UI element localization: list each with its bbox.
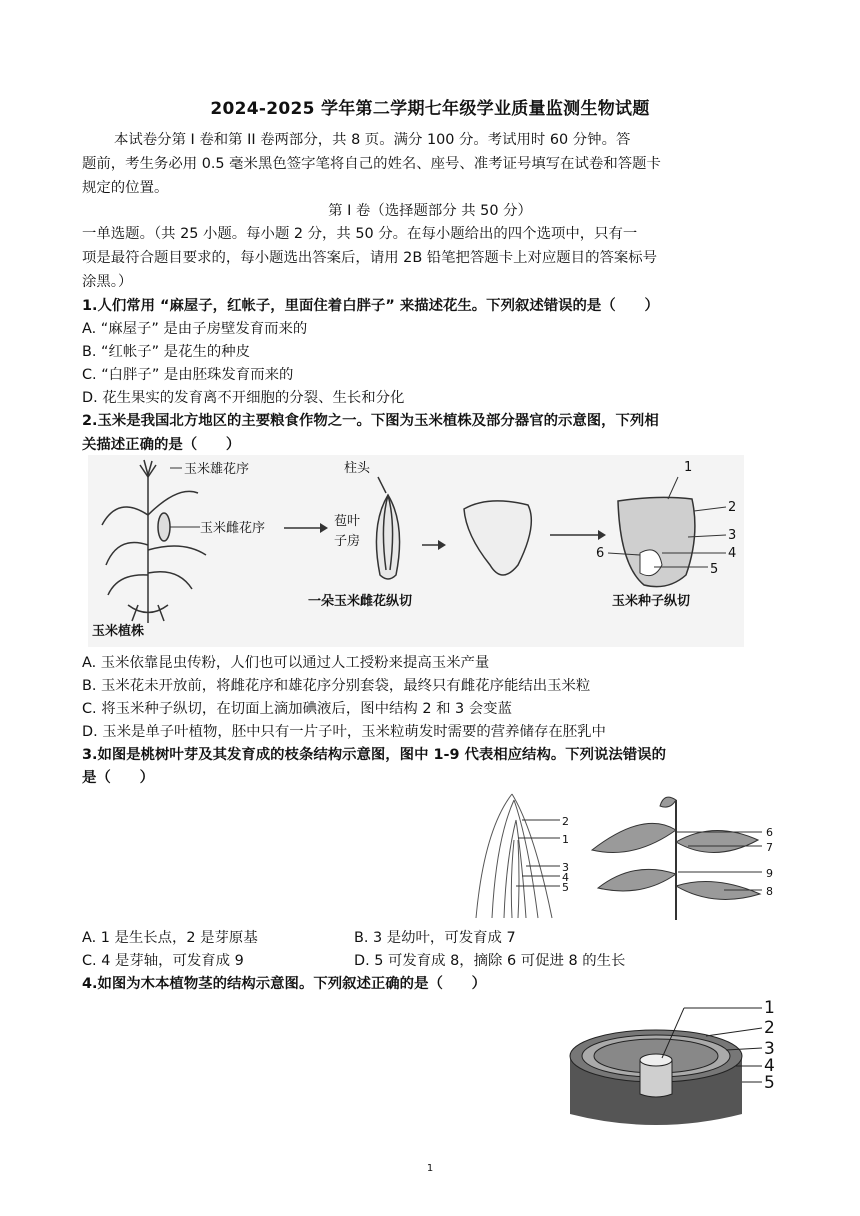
section-instruction-1: 一单选题。（共 25 小题。每小题 2 分，共 50 分。在每小题给出的四个选项中，只有一 (82, 226, 638, 242)
caption-seed-section: 玉米种子纵切 (612, 594, 691, 609)
intro-line-3: 规定的位置。 (82, 180, 169, 196)
section-instruction-3: 涂黑。） (82, 274, 133, 290)
question-2-stem-1: 2.玉米是我国北方地区的主要粮食作物之一。下图为玉米植株及部分器官的示意图，下列相 (82, 413, 659, 429)
intro-line-1: 本试卷分第 Ⅰ 卷和第 II 卷两部分，共 8 页。满分 100 分。考试用时 60 分钟。答 (114, 132, 631, 148)
question-3-option-c: C. 4 是芽轴，可发育成 9 (82, 953, 244, 969)
page-title: 2024-2025 学年第二学期七年级学业质量监测生物试题 (210, 99, 650, 119)
stem-label-4: 4 (764, 1056, 775, 1076)
section-heading: 第 Ⅰ 卷（选择题部分 共 50 分） (328, 203, 532, 219)
question-2-option-a: A. 玉米依靠昆虫传粉，人们也可以通过人工授粉来提高玉米产量 (82, 655, 490, 671)
question-1-option-b: B. “红帐子” 是花生的种皮 (82, 344, 251, 360)
stem-cross-section-illustration (570, 1030, 742, 1125)
seed-label-4: 4 (728, 546, 737, 561)
question-1-option-d: D. 花生果实的发育离不开细胞的分裂、生长和分化 (82, 390, 405, 406)
question-2-option-b: B. 玉米花未开放前，将雌花序和雄花序分别套袋，最终只有雌花序能结出玉米粒 (82, 678, 591, 694)
page-number: 1 (426, 1163, 434, 1174)
stem-label-5: 5 (764, 1073, 775, 1093)
seed-label-1: 1 (684, 460, 693, 475)
question-3-option-b: B. 3 是幼叶，可发育成 7 (354, 930, 516, 946)
question-3-option-a: A. 1 是生长点，2 是芽原基 (82, 930, 258, 946)
branch-illustration (592, 797, 760, 920)
seed-label-6: 6 (596, 546, 605, 561)
label-corn-plant: 玉米植株 (92, 624, 145, 639)
question-3-option-d: D. 5 可发育成 8，摘除 6 可促进 8 的生长 (354, 953, 626, 969)
section-instruction-2: 项是最符合题目要求的，每小题选出答案后，请用 2B 铅笔把答题卡上对应题目的答案标号 (82, 250, 658, 266)
question-2-option-d: D. 玉米是单子叶植物，胚中只有一片子叶，玉米粒萌发时需要的营养储存在胚乳中 (82, 724, 606, 740)
label-bract: 苞叶 (334, 514, 361, 529)
stem-label-1: 1 (764, 998, 775, 1018)
bud-label-1: 1 (562, 833, 569, 846)
branch-label-7: 7 (766, 841, 773, 854)
peach-bud-branch-figure (464, 790, 784, 920)
label-female-inflorescence: 玉米雌花序 (200, 521, 266, 536)
caption-female-flower: 一朵玉米雌花纵切 (308, 594, 413, 609)
seed-label-5: 5 (710, 562, 719, 577)
question-2-option-c: C. 将玉米种子纵切，在切面上滴加碘液后，图中结构 2 和 3 会变蓝 (82, 701, 512, 717)
question-3-stem-1: 3.如图是桃树叶芽及其发育成的枝条结构示意图，图中 1-9 代表相应结构。下列说法错误的 (82, 747, 666, 763)
stem-label-2: 2 (764, 1018, 775, 1038)
leaf-bud-illustration (476, 794, 552, 918)
seed-label-2: 2 (728, 500, 737, 515)
bud-label-4: 4 (562, 871, 569, 884)
label-ovary: 子房 (334, 534, 361, 549)
intro-line-2: 题前，考生务必用 0.5 毫米黑色签字笔将自己的姓名、座号、准考证号填写在试卷和答题卡 (82, 156, 661, 172)
question-2-stem-2: 关描述正确的是（ ） (82, 437, 241, 453)
branch-label-6: 6 (766, 826, 773, 839)
bud-label-3: 3 (562, 861, 569, 874)
branch-label-9: 9 (766, 867, 773, 880)
stem-label-3: 3 (764, 1039, 775, 1059)
label-male-inflorescence: 玉米雄花序 (184, 462, 250, 477)
branch-label-8: 8 (766, 885, 773, 898)
question-1-option-a: A. “麻屋子” 是由子房壁发育而来的 (82, 321, 308, 337)
seed-label-3: 3 (728, 528, 737, 543)
label-stigma: 柱头 (344, 461, 371, 476)
question-4-stem: 4.如图为木本植物茎的结构示意图。下列叙述正确的是（ ） (82, 976, 487, 992)
question-1-stem: 1.人们常用 “麻屋子，红帐子，里面住着白胖子” 来描述花生。下列叙述错误的是（ ） (82, 298, 659, 314)
question-1-option-c: C. “白胖子” 是由胚珠发育而来的 (82, 367, 294, 383)
woody-stem-figure (566, 996, 780, 1128)
corn-figure (88, 455, 744, 647)
question-3-stem-2: 是（ ） (82, 770, 154, 786)
bud-label-5: 5 (562, 881, 569, 894)
bud-label-2: 2 (562, 815, 569, 828)
